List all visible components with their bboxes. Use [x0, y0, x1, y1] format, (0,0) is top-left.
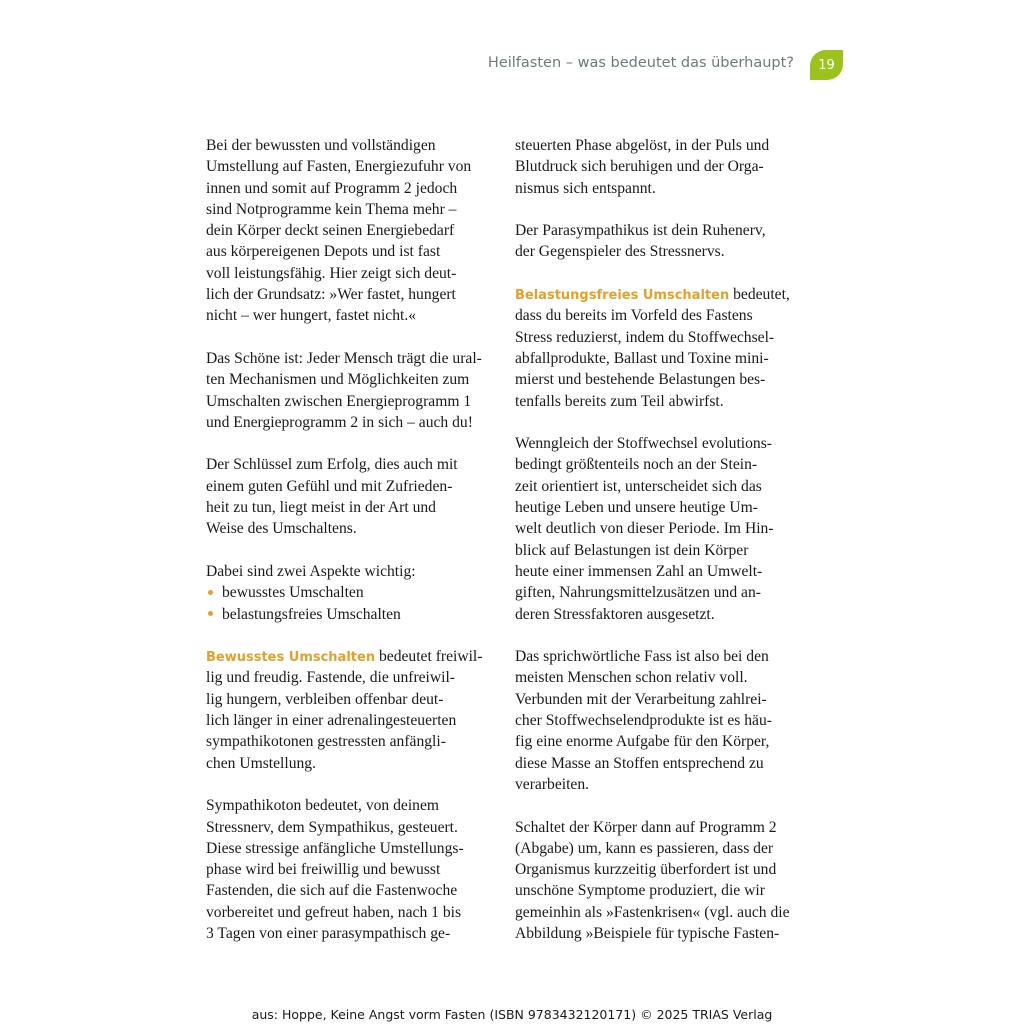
text-line: Das Schöne ist: Jeder Mensch trägt die ural-: [206, 349, 482, 367]
text-line: fig eine enorme Aufgabe für den Körper,: [515, 733, 770, 751]
paragraph-gap: [206, 625, 496, 646]
text-line: steuerten Phase abgelöst, in der Puls und: [515, 137, 770, 154]
text-line: Stress reduzierst, indem du Stoffwechsel-: [515, 328, 775, 346]
highlight-rest: bedeutet freiwil-: [375, 648, 483, 666]
text-line: diese Masse an Stoffen entsprechend zu: [515, 754, 764, 772]
text-line: lich länger in einer adrenalingesteuerten: [206, 712, 457, 730]
highlight-term: Belastungsfreies Umschalten: [515, 288, 730, 304]
text-line: einem guten Gefühl und mit Zufrieden-: [206, 477, 453, 495]
bullet-dot-icon: [208, 590, 213, 595]
running-header: [0, 50, 1024, 82]
highlight-rest: bedeutet,: [729, 286, 790, 304]
bullet-text: belastungsfreies Umschalten: [222, 605, 401, 623]
paragraph-gap: [515, 199, 805, 220]
text-line: heit zu tun, liegt meist in der Art und: [206, 499, 436, 517]
text-line: bedingt größtenteils noch an der Stein-: [515, 456, 758, 474]
text-line: Sympathikoton bedeutet, von deinem: [206, 797, 440, 815]
text-line: aus körpereigenen Depots und ist fast: [206, 243, 441, 261]
text-line: Dabei sind zwei Aspekte wichtig:: [206, 562, 416, 580]
left-column: [206, 135, 496, 944]
highlight-line: [515, 284, 805, 305]
bullet-text: bewusstes Umschalten: [222, 584, 364, 602]
text-line: deren Stressfaktoren ausgesetzt.: [515, 605, 715, 623]
right-column: [515, 135, 805, 944]
text-line: welt deutlich von dieser Periode. Im Hin-: [515, 520, 774, 538]
text-line: Der Schlüssel zum Erfolg, dies auch mit: [206, 456, 458, 474]
paragraph-gap: [515, 795, 805, 816]
paragraph-gap: [206, 540, 496, 561]
text-line: Diese stressige anfängliche Umstellungs-: [206, 839, 464, 857]
text-line: lig und freudig. Fastende, die unfreiwil-: [206, 669, 456, 687]
text-line: 3 Tagen von einer parasympathisch ge-: [206, 924, 451, 942]
text-line: ten Mechanismen und Möglichkeiten zum: [206, 371, 470, 389]
text-line: mierst und bestehende Belastungen bes-: [515, 371, 766, 389]
bullet-item: [206, 604, 496, 625]
text-line: heute einer immensen Zahl an Umwelt-: [515, 562, 763, 580]
paragraph-gap: [206, 433, 496, 454]
text-line: heutige Leben und unsere heutige Um-: [515, 499, 758, 517]
text-line: unschöne Symptome produziert, die wir: [515, 882, 765, 900]
paragraph-gap: [206, 774, 496, 795]
text-line: dass du bereits im Vorfeld des Fastens: [515, 307, 753, 325]
text-line: voll leistungsfähig. Hier zeigt sich deut-: [206, 264, 457, 282]
text-line: tenfalls bereits zum Teil abwirfst.: [515, 392, 724, 410]
text-line: Das sprichwörtliche Fass ist also bei den: [515, 648, 769, 666]
page-number-badge: [810, 50, 843, 80]
text-line: sympathikotonen gestressten anfängli-: [206, 733, 446, 751]
text-line: Bei der bewussten und vollständigen: [206, 137, 436, 154]
text-line: und Energieprogramm 2 in sich – auch du!: [206, 413, 473, 431]
text-line: abfallprodukte, Ballast und Toxine mini-: [515, 349, 769, 367]
bullet-item: [206, 582, 496, 603]
text-line: nicht – wer hungert, fastet nicht.«: [206, 307, 417, 325]
text-line: chen Umstellung.: [206, 754, 317, 772]
text-line: cher Stoffwechselendprodukte ist es häu-: [515, 712, 772, 730]
text-line: (Abgabe) um, kann es passieren, dass der: [515, 839, 774, 857]
text-line: nismus sich entspannt.: [515, 179, 656, 197]
text-line: Blutdruck sich beruhigen und der Orga-: [515, 158, 764, 176]
text-line: zeit orientiert ist, unterscheidet sich das: [515, 477, 762, 495]
page-number: 19: [818, 57, 835, 73]
footer-citation: aus: Hoppe, Keine Angst vorm Fasten (ISBN 9783432120171) © 2025 TRIAS Verlag: [251, 1007, 773, 1022]
text-line: lig hungern, verbleiben offenbar deut-: [206, 690, 444, 708]
text-line: sind Notprogramme kein Thema mehr –: [206, 200, 457, 218]
text-line: der Gegenspieler des Stressnervs.: [515, 243, 725, 261]
paragraph-gap: [206, 327, 496, 348]
highlight-line: [206, 646, 496, 667]
text-line: verarbeiten.: [515, 775, 590, 793]
paragraph-gap: [515, 263, 805, 284]
text-line: vorbereitet und gefreut haben, nach 1 bis: [206, 903, 462, 921]
running-title: Heilfasten – was bedeutet das überhaupt?: [487, 55, 794, 71]
text-line: Schaltet der Körper dann auf Programm 2: [515, 818, 777, 836]
text-line: Weise des Umschaltens.: [206, 520, 357, 538]
text-line: lich der Grundsatz: »Wer fastet, hungert: [206, 286, 456, 304]
text-line: gemeinhin als »Fastenkrisen« (vgl. auch die: [515, 903, 790, 921]
text-line: blick auf Belastungen ist dein Körper: [515, 541, 749, 559]
text-line: Der Parasympathikus ist dein Ruhenerv,: [515, 222, 766, 240]
text-line: Fastenden, die sich auf die Fastenwoche: [206, 882, 458, 900]
text-line: giften, Nahrungsmittelzusätzen und an-: [515, 584, 761, 602]
text-line: Stressnerv, dem Sympathikus, gesteuert.: [206, 818, 458, 836]
text-line: Umschalten zwischen Energieprogramm 1: [206, 392, 472, 410]
bullet-dot-icon: [208, 611, 213, 616]
text-line: dein Körper deckt seinen Energiebedarf: [206, 222, 455, 240]
text-line: Abbildung »Beispiele für typische Fasten-: [515, 924, 780, 942]
text-line: Wenngleich der Stoffwechsel evolutions-: [515, 435, 772, 453]
paragraph-gap: [515, 625, 805, 646]
text-line: Organismus kurzzeitig überfordert ist und: [515, 861, 777, 879]
paragraph-gap: [515, 412, 805, 433]
text-line: meisten Menschen schon relativ voll.: [515, 669, 748, 687]
text-line: innen und somit auf Programm 2 jedoch: [206, 179, 458, 197]
text-line: Umstellung auf Fasten, Energiezufuhr von: [206, 158, 472, 176]
highlight-term: Bewusstes Umschalten: [206, 650, 376, 666]
text-line: Verbunden mit der Verarbeitung zahlrei-: [515, 690, 767, 708]
text-line: phase wird bei freiwillig und bewusst: [206, 861, 441, 879]
